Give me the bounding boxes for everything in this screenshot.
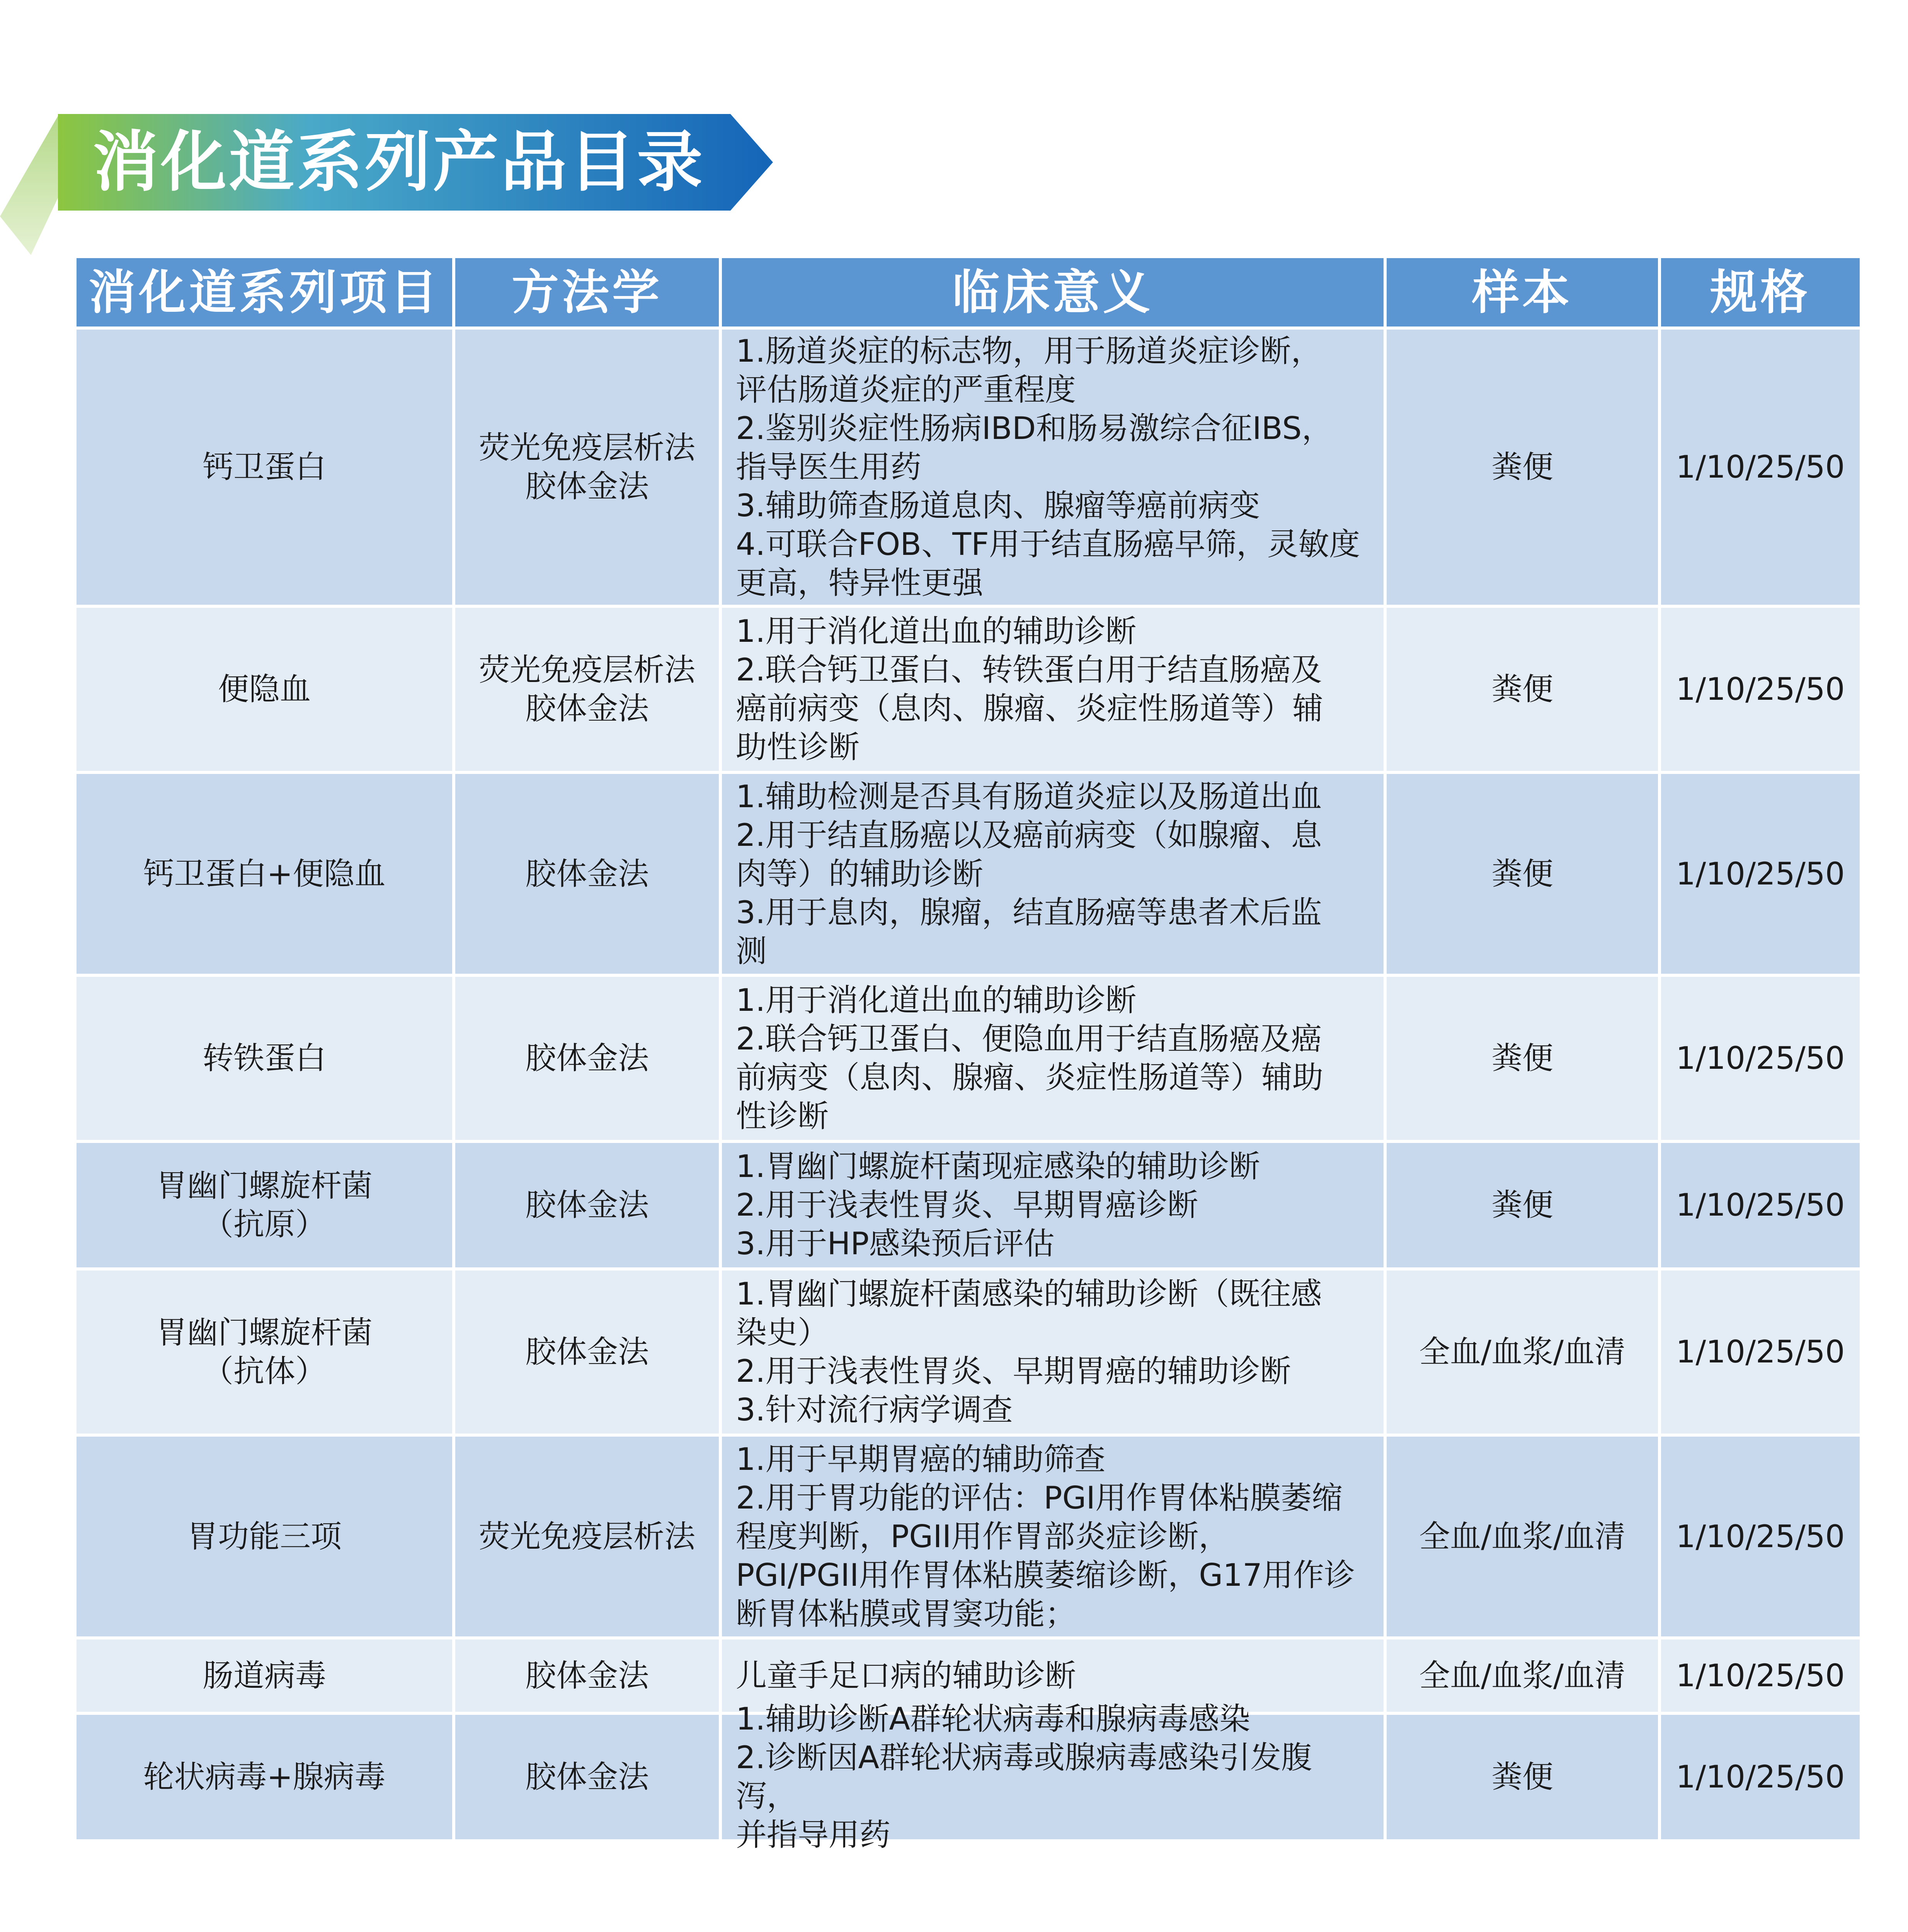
significance-line: 并指导用药	[736, 1817, 890, 1853]
header-sample: 样本	[1387, 258, 1661, 330]
cell-item	[77, 330, 455, 608]
cell-item	[77, 1270, 455, 1437]
cell-method	[455, 1715, 722, 1842]
significance-line: 3.针对流行病学调查	[736, 1392, 1013, 1428]
significance-line: 2.用于浅表性胃炎、早期胃癌的辅助诊断	[736, 1353, 1291, 1389]
cell-sample: 粪便	[1387, 1715, 1661, 1842]
significance-line: 1.用于早期胃癌的辅助筛查	[736, 1441, 1106, 1477]
cell-item	[77, 977, 455, 1143]
cell-sample: 粪便	[1387, 977, 1661, 1143]
significance-line: 3.用于息肉，腺瘤，结直肠癌等患者术后监	[736, 894, 1322, 930]
header-spec: 规格	[1661, 258, 1860, 330]
table-row	[77, 1270, 1860, 1437]
significance-line: PGI/PGII用作胃体粘膜萎缩诊断，G17用作诊	[736, 1557, 1355, 1593]
significance-line: 2.鉴别炎症性肠病IBD和肠易激综合征IBS，	[736, 410, 1333, 446]
page-title: 消化道系列产品目录	[93, 124, 705, 201]
cell-item	[77, 1437, 455, 1639]
cell-spec: 1/10/25/50	[1661, 1270, 1860, 1437]
significance-line: 性诊断	[736, 1098, 829, 1134]
method-line: 胶体金法	[525, 1759, 649, 1795]
cell-sample: 粪便	[1387, 774, 1661, 977]
significance-line: 程度判断，PGII用作胃部炎症诊断，	[736, 1518, 1230, 1554]
table-row	[77, 608, 1860, 774]
significance-line: 2.用于胃功能的评估：PGI用作胃体粘膜萎缩	[736, 1480, 1343, 1516]
table-row	[77, 1143, 1860, 1270]
cell-spec: 1/10/25/50	[1661, 1143, 1860, 1270]
table-row	[77, 1437, 1860, 1639]
cell-sample: 全血/血浆/血清	[1387, 1437, 1661, 1639]
significance-line: 1.用于消化道出血的辅助诊断	[736, 982, 1137, 1018]
method-line: 荧光免疫层析法	[479, 652, 695, 688]
item-name: 肠道病毒	[203, 1657, 326, 1694]
product-table	[77, 258, 1860, 1853]
cell-significance	[722, 608, 1387, 774]
significance-line: 3.辅助筛查肠道息肉、腺瘤等癌前病变	[736, 488, 1260, 524]
cell-sample: 全血/血浆/血清	[1387, 1270, 1661, 1437]
significance-line: 1.肠道炎症的标志物，用于肠道炎症诊断，	[736, 333, 1322, 369]
cell-sample: 粪便	[1387, 1143, 1661, 1270]
cell-significance	[722, 1270, 1387, 1437]
significance-line: 1.用于消化道出血的辅助诊断	[736, 613, 1137, 649]
cell-significance	[722, 1701, 1387, 1853]
method-line: 荧光免疫层析法	[479, 1518, 695, 1554]
significance-line: 2.联合钙卫蛋白、转铁蛋白用于结直肠癌及	[736, 652, 1322, 688]
method-line: 胶体金法	[525, 1040, 649, 1076]
significance-line: 2.用于浅表性胃炎、早期胃癌诊断	[736, 1187, 1198, 1223]
method-line: 胶体金法	[525, 690, 649, 726]
method-line: 胶体金法	[525, 1657, 649, 1694]
cell-method	[455, 1270, 722, 1437]
significance-line: 2.诊断因A群轮状病毒或腺病毒感染引发腹泻，	[736, 1740, 1312, 1814]
cell-method	[455, 977, 722, 1143]
cell-spec: 1/10/25/50	[1661, 1715, 1860, 1842]
cell-item	[77, 1639, 455, 1715]
cell-method	[455, 774, 722, 977]
significance-line: 测	[736, 933, 767, 969]
significance-line: 评估肠道炎症的严重程度	[736, 372, 1076, 408]
item-name: 轮状病毒+腺病毒	[143, 1759, 386, 1795]
item-name: 钙卫蛋白+便隐血	[143, 855, 386, 892]
cell-sample: 粪便	[1387, 330, 1661, 608]
significance-line: 1.胃幽门螺旋杆菌感染的辅助诊断（既往感	[736, 1276, 1322, 1312]
table-row	[77, 977, 1860, 1143]
header-significance: 临床意义	[722, 258, 1387, 330]
significance-line: 2.用于结直肠癌以及癌前病变（如腺瘤、息	[736, 817, 1322, 853]
header-item: 消化道系列项目	[77, 258, 455, 330]
significance-line: 1.胃幽门螺旋杆菌现症感染的辅助诊断	[736, 1148, 1260, 1184]
cell-sample: 粪便	[1387, 608, 1661, 774]
title-banner	[0, 0, 792, 270]
method-line: 胶体金法	[525, 1334, 649, 1370]
cell-spec: 1/10/25/50	[1661, 774, 1860, 977]
significance-line: 指导医生用药	[736, 449, 921, 485]
item-name: 便隐血	[218, 671, 311, 707]
item-name: 转铁蛋白	[203, 1040, 326, 1076]
item-name: 胃幽门螺旋杆菌 （抗原）	[156, 1168, 373, 1242]
table-body	[77, 330, 1860, 1853]
method-line: 胶体金法	[525, 1187, 649, 1223]
significance-line: 4.可联合FOB、TF用于结直肠癌早筛，灵敏度	[736, 526, 1360, 562]
cell-spec: 1/10/25/50	[1661, 1639, 1860, 1715]
cell-method	[455, 1437, 722, 1639]
significance-line: 儿童手足口病的辅助诊断	[736, 1657, 1076, 1694]
significance-line: 前病变（息肉、腺瘤、炎症性肠道等）辅助	[736, 1060, 1323, 1095]
cell-item	[77, 774, 455, 977]
method-line: 胶体金法	[525, 468, 649, 504]
cell-significance	[722, 1437, 1387, 1639]
cell-significance	[722, 774, 1387, 977]
significance-line: 2.联合钙卫蛋白、便隐血用于结直肠癌及癌	[736, 1021, 1322, 1057]
table-row	[77, 330, 1860, 608]
significance-line: 染史）	[736, 1315, 829, 1350]
item-name: 钙卫蛋白	[203, 449, 326, 485]
significance-line: 1.辅助检测是否具有肠道炎症以及肠道出血	[736, 778, 1322, 815]
item-name: 胃功能三项	[187, 1518, 342, 1554]
significance-line: 断胃体粘膜或胃窦功能；	[736, 1595, 1076, 1632]
significance-line: 助性诊断	[736, 729, 860, 765]
method-line: 荧光免疫层析法	[479, 430, 695, 466]
cell-spec: 1/10/25/50	[1661, 330, 1860, 608]
cell-method	[455, 330, 722, 608]
method-line: 胶体金法	[525, 855, 649, 892]
significance-line: 3.用于HP感染预后评估	[736, 1226, 1055, 1262]
cell-method	[455, 608, 722, 774]
cell-significance	[722, 1143, 1387, 1270]
cell-item	[77, 1715, 455, 1842]
cell-significance	[722, 977, 1387, 1143]
item-name: 胃幽门螺旋杆菌 （抗体）	[156, 1315, 373, 1389]
cell-item	[77, 1143, 455, 1270]
header-method: 方法学	[455, 258, 722, 330]
significance-line: 肉等）的辅助诊断	[736, 855, 983, 892]
significance-line: 癌前病变（息肉、腺瘤、炎症性肠道等）辅	[736, 690, 1323, 726]
table-row	[77, 774, 1860, 977]
significance-line: 更高，特异性更强	[736, 565, 983, 601]
significance-line: 1.辅助诊断A群轮状病毒和腺病毒感染	[736, 1701, 1251, 1737]
cell-item	[77, 608, 455, 774]
cell-sample: 全血/血浆/血清	[1387, 1639, 1661, 1715]
cell-spec: 1/10/25/50	[1661, 608, 1860, 774]
cell-spec: 1/10/25/50	[1661, 977, 1860, 1143]
table-row	[77, 1701, 1860, 1853]
cell-method	[455, 1639, 722, 1715]
cell-method	[455, 1143, 722, 1270]
cell-spec: 1/10/25/50	[1661, 1437, 1860, 1639]
cell-significance	[722, 330, 1387, 608]
table-header	[77, 258, 1860, 330]
